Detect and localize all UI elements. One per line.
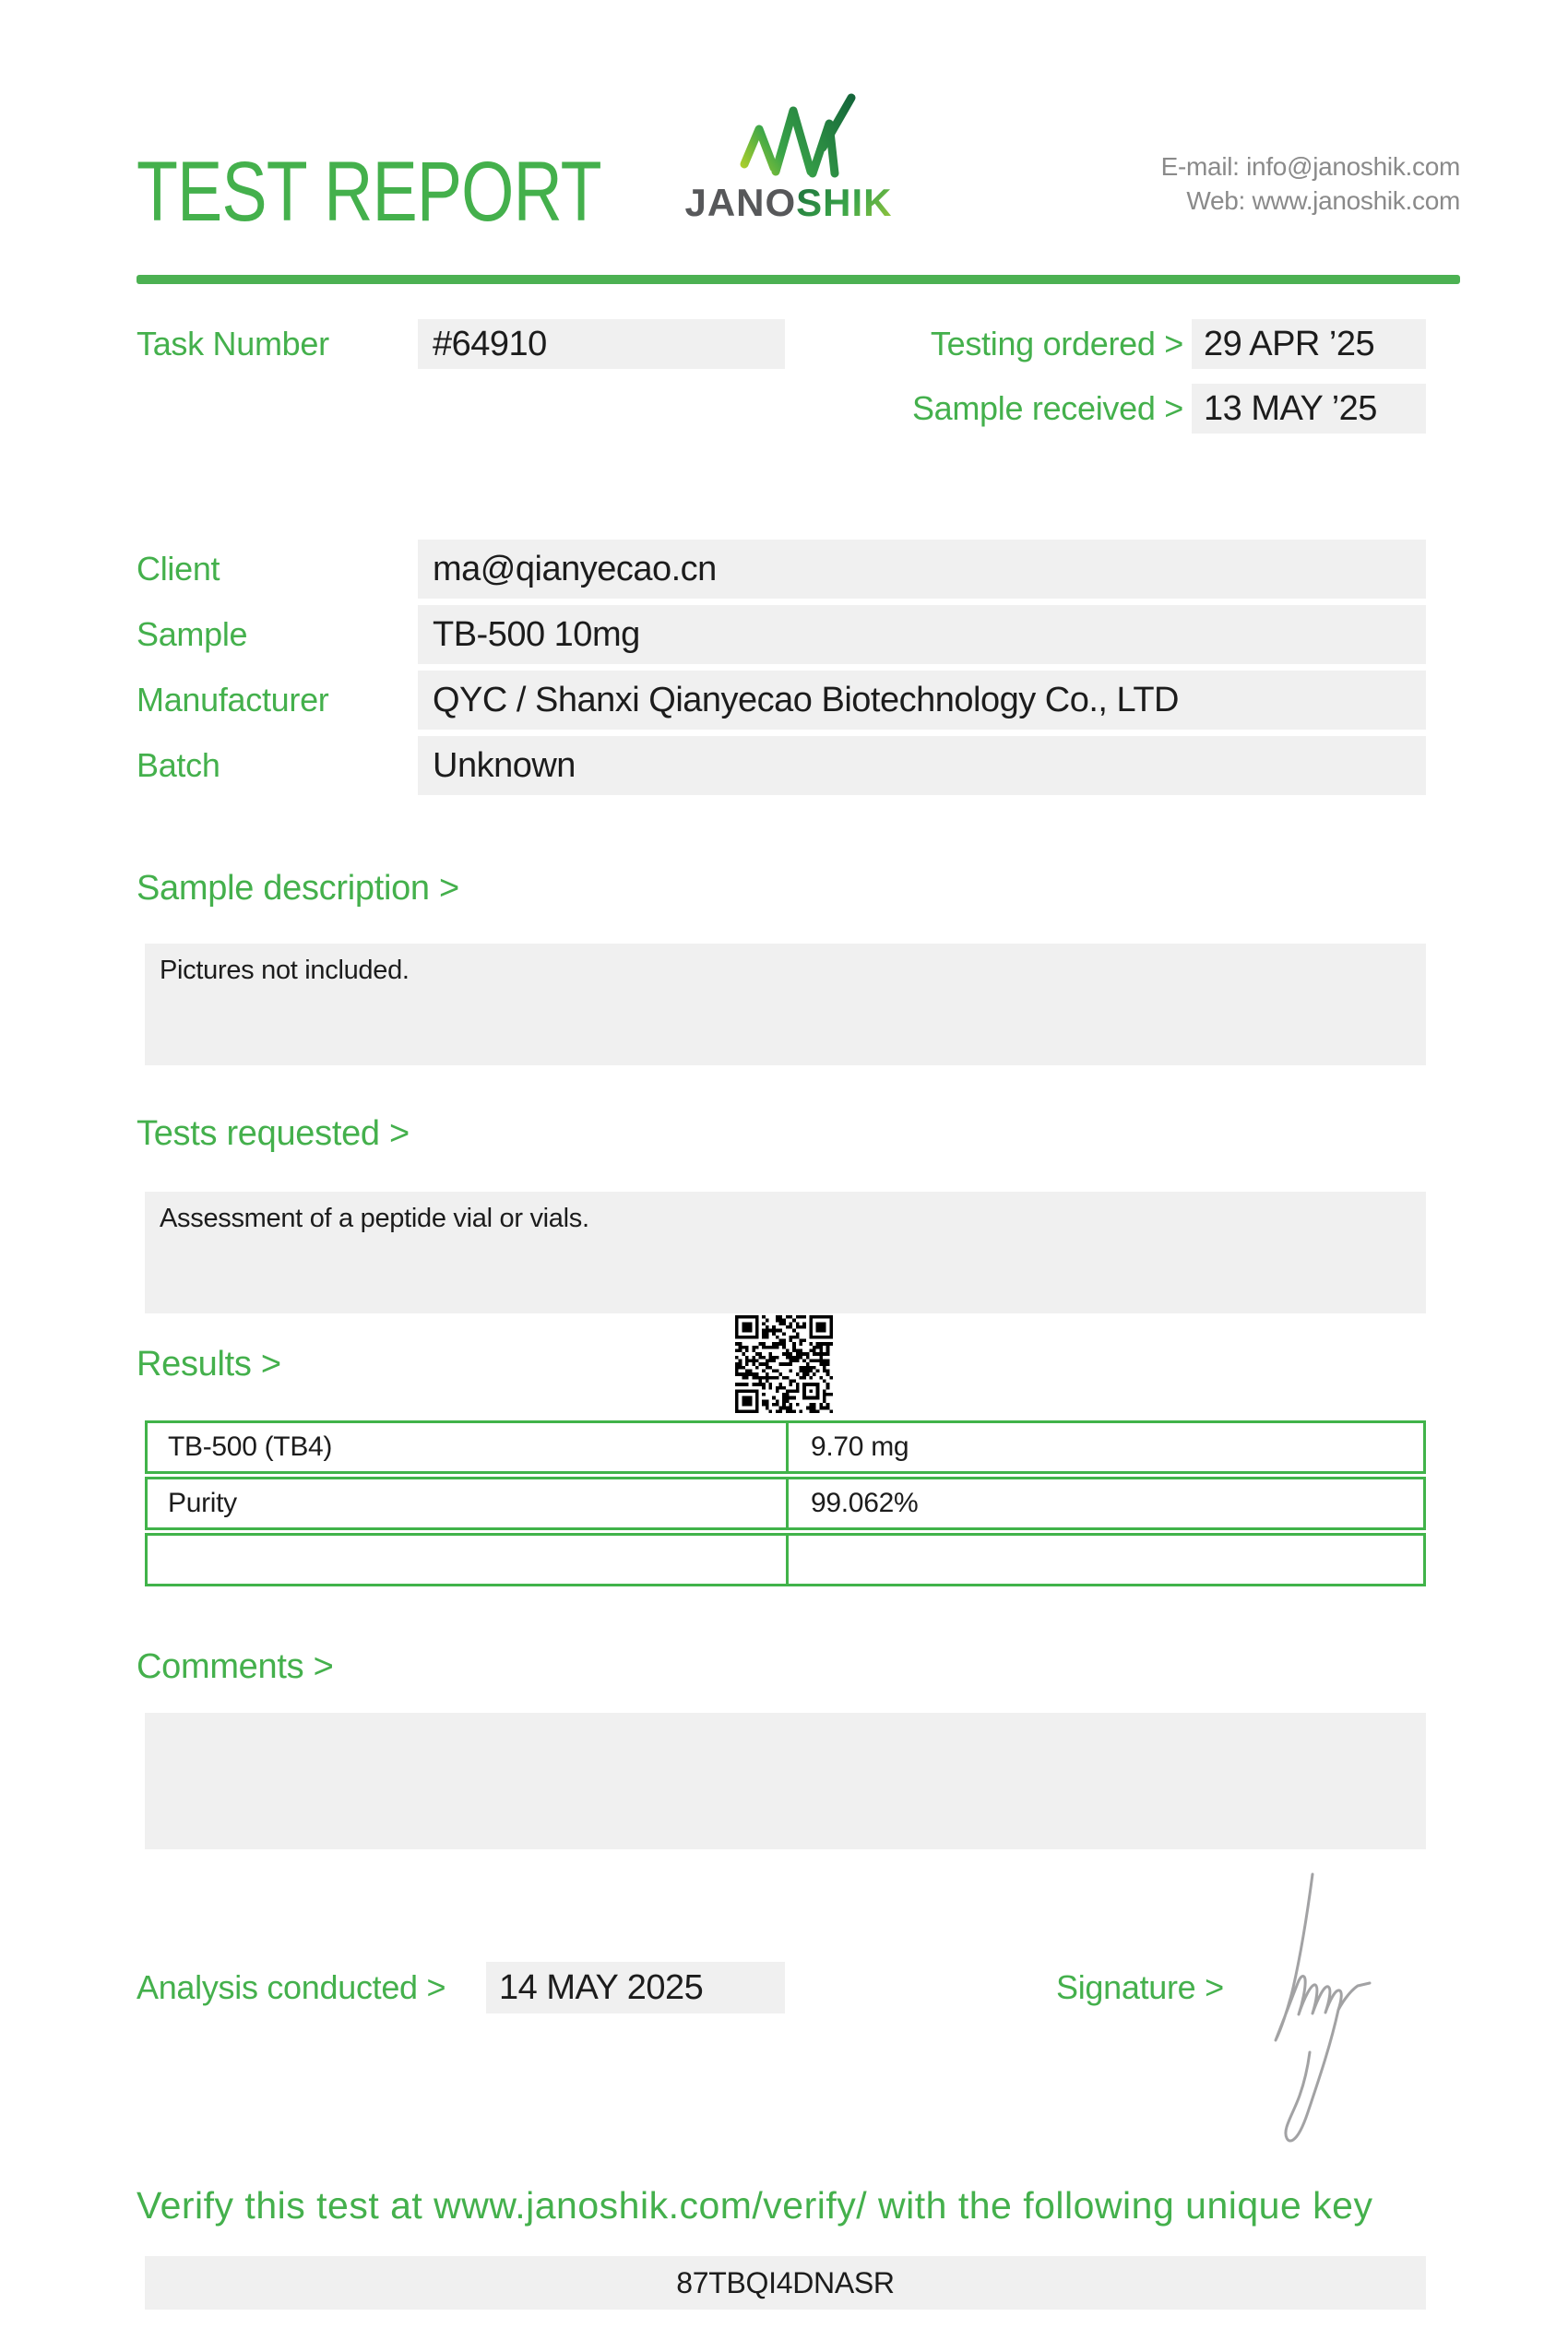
task-number-value: #64910 [433, 325, 547, 363]
result-name-cell: TB-500 (TB4) [148, 1423, 789, 1471]
result-value-cell: 99.062% [811, 1488, 919, 1518]
contact-info [1161, 149, 1460, 218]
table-row [145, 1533, 1426, 1586]
sample-value: TB-500 10mg [433, 615, 640, 654]
table-row [145, 1477, 1426, 1530]
page-title: TEST REPORT [137, 145, 601, 239]
verify-key-value: 87TBQI4DNASR [676, 2266, 895, 2299]
comments-box [145, 1713, 1426, 1849]
testing-ordered-label: Testing ordered > [930, 325, 1183, 362]
signature-label: Signature > [1056, 1968, 1224, 2006]
analysis-conducted-label: Analysis conducted > [137, 1968, 446, 2006]
batch-label: Batch [137, 746, 220, 784]
janoshik-logo-text [678, 181, 899, 225]
batch-box [418, 736, 1426, 795]
sample-label: Sample [137, 615, 248, 653]
result-name-cell: Purity [148, 1479, 789, 1527]
tests-requested-heading: Tests requested > [137, 1114, 410, 1153]
result-value-cell [789, 1536, 1423, 1584]
logo-jano: JANO [684, 181, 797, 224]
contact-email: E-mail: info@janoshik.com [1160, 152, 1460, 181]
sample-received-date: 13 MAY ’25 [1204, 389, 1377, 428]
analysis-date-box [486, 1962, 785, 2013]
manufacturer-value: QYC / Shanxi Qianyecao Biotechnology Co., LTD [433, 681, 1179, 719]
sample-description-box [145, 944, 1426, 1065]
results-table [145, 1420, 1426, 1586]
sample-received-box [1192, 384, 1426, 434]
analysis-date-value: 14 MAY 2025 [499, 1968, 704, 2007]
task-number-box [418, 319, 785, 369]
client-label: Client [137, 550, 220, 588]
qr-code [735, 1315, 833, 1413]
results-heading: Results > [137, 1345, 281, 1384]
signature-image [1227, 1845, 1457, 2177]
logo-shik: SHIK [796, 181, 893, 224]
comments-heading: Comments > [137, 1647, 334, 1686]
result-name-cell [148, 1536, 789, 1584]
manufacturer-label: Manufacturer [137, 681, 329, 719]
comments-text [145, 1713, 1426, 1737]
header-divider-rule [137, 275, 1460, 284]
testing-ordered-date: 29 APR ’25 [1204, 325, 1375, 363]
client-box [418, 540, 1426, 599]
verify-key-box [145, 2256, 1426, 2310]
verify-instruction: Verify this test at www.janoshik.com/verify/ with the following unique key [137, 2184, 1373, 2227]
sample-description-text: Pictures not included. [160, 956, 410, 985]
contact-web: Web: www.janoshik.com [1186, 186, 1460, 215]
table-row [145, 1420, 1426, 1474]
tests-requested-box [145, 1192, 1426, 1313]
sample-box [418, 605, 1426, 664]
batch-value: Unknown [433, 746, 576, 785]
sample-received-label: Sample received > [911, 389, 1183, 427]
manufacturer-box [418, 671, 1426, 730]
client-value: ma@qianyecao.cn [433, 550, 717, 588]
tests-requested-text: Assessment of a peptide vial or vials. [160, 1204, 589, 1233]
result-value-cell: 9.70 mg [811, 1431, 909, 1462]
sample-description-heading: Sample description > [137, 869, 459, 908]
janoshik-chart-logo-icon [729, 90, 867, 183]
testing-ordered-box [1192, 319, 1426, 369]
task-number-label: Task Number [137, 325, 329, 362]
